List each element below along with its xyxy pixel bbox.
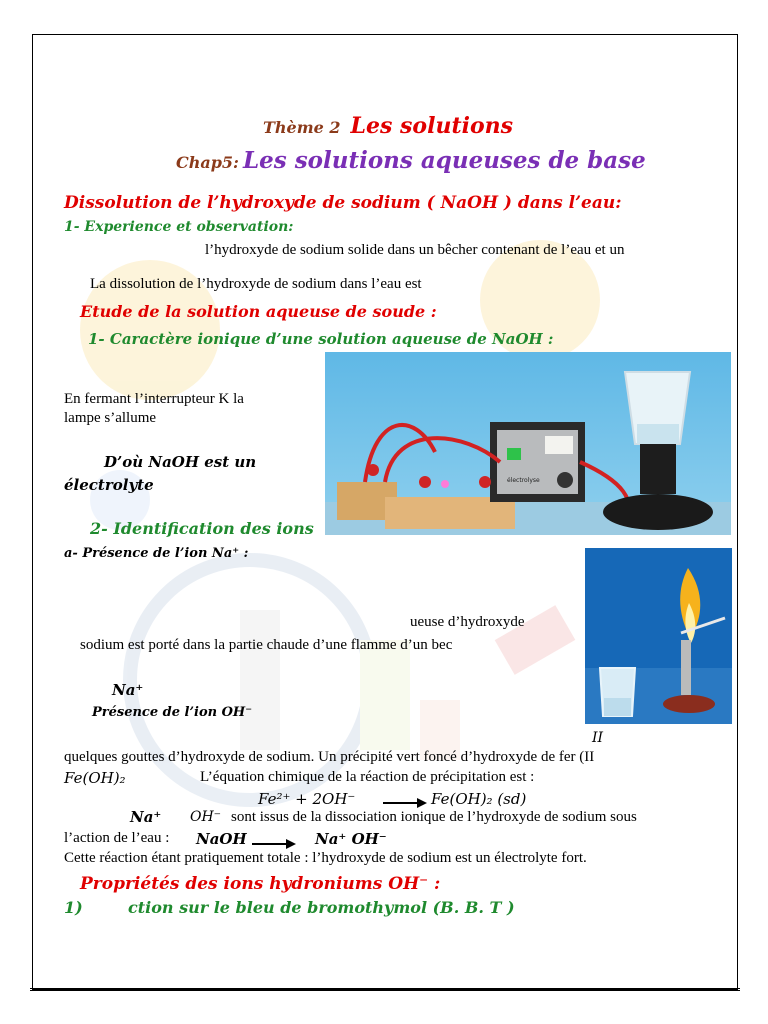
section-dissolution-heading: Dissolution de l’hydroxyde de sodium ( NaOH ) dans l’eau: — [64, 193, 622, 213]
equation-right: Fe(OH)₂ (sd) — [431, 790, 527, 808]
switch-text-line-2: lampe s’allume — [64, 410, 157, 426]
precipitate-text: quelques gouttes d’hydroxyde de sodium. Un précipité vert foncé d’hydroxyde de fer (II — [64, 749, 595, 765]
chapter-heading — [176, 147, 646, 174]
presence-oh-heading: Présence de l’ion OH⁻ — [92, 705, 253, 720]
action-text: l’action de l’eau : — [64, 830, 170, 846]
dissolution-text: La dissolution de l’hydroxyde de sodium dans l’eau est — [90, 276, 422, 292]
roman-numeral-ii: II — [592, 730, 604, 746]
dissociation-left: NaOH — [196, 830, 247, 848]
equation-arrow — [383, 797, 427, 809]
equation-left: Fe²⁺ + 2OH⁻ — [258, 790, 356, 808]
identification-heading: 2- Identification des ions — [90, 519, 314, 538]
chapter-title: Les solutions aqueuses de base — [242, 147, 646, 174]
na-ion-label-2: Na⁺ — [130, 808, 162, 826]
theme-label: Thème 2 — [263, 118, 341, 137]
section-etude-heading: Etude de la solution aqueuse de soude : — [80, 302, 437, 321]
dissociation-text: sont issus de la dissociation ionique de l’hydroxyde de sodium sous — [231, 809, 637, 825]
page-frame-bottom-rule — [30, 988, 740, 991]
na-ion-label: Na⁺ — [112, 681, 144, 699]
electrolysis-apparatus-image — [325, 352, 731, 535]
dissociation-right: Na⁺ OH⁻ — [315, 830, 387, 848]
bbt-item-number: 1) — [64, 898, 83, 917]
chapter-label: Chap5: — [176, 153, 239, 172]
dissociation-arrow — [252, 838, 296, 850]
strong-electrolyte-text: Cette réaction étant pratiquement totale : l’hydroxyde de sodium est un électrolyte fort. — [64, 850, 587, 866]
equation-intro: L’équation chimique de la réaction de précipitation est : — [200, 769, 535, 785]
iron-hydroxide-formula: Fe(OH)₂ — [64, 769, 126, 787]
electrolyte-line-2: électrolyte — [64, 476, 154, 494]
switch-text-line-1: En fermant l’interrupteur K la — [64, 391, 244, 407]
bunsen-burner — [681, 640, 691, 695]
presence-na-heading: a- Présence de l’ion Na⁺ : — [64, 546, 249, 561]
experience-heading: 1- Experience et observation: — [64, 219, 294, 235]
electrolyte-line-1: D’où NaOH est un — [104, 453, 257, 471]
theme-heading — [263, 113, 513, 139]
bbt-heading: ction sur le bleu de bromothymol (B. B. T ) — [128, 898, 515, 917]
theme-title: Les solutions — [350, 113, 514, 139]
oh-ion-label: OH⁻ — [190, 809, 222, 825]
flame-text-line-1: ueuse d’hydroxyde — [410, 614, 525, 630]
experience-text: l’hydroxyde de sodium solide dans un bêcher contenant de l’eau et un — [205, 242, 625, 258]
flame-text-line-2: sodium est porté dans la partie chaude d’une flamme d’un bec — [80, 637, 453, 653]
flame-test-image — [585, 548, 732, 724]
ionic-character-heading: 1- Caractère ionique d’une solution aqueuse de NaOH : — [88, 330, 554, 348]
svg-text:électrolyse: électrolyse — [507, 477, 540, 484]
section-properties-heading: Propriétés des ions hydroniums OH⁻ : — [80, 874, 441, 894]
